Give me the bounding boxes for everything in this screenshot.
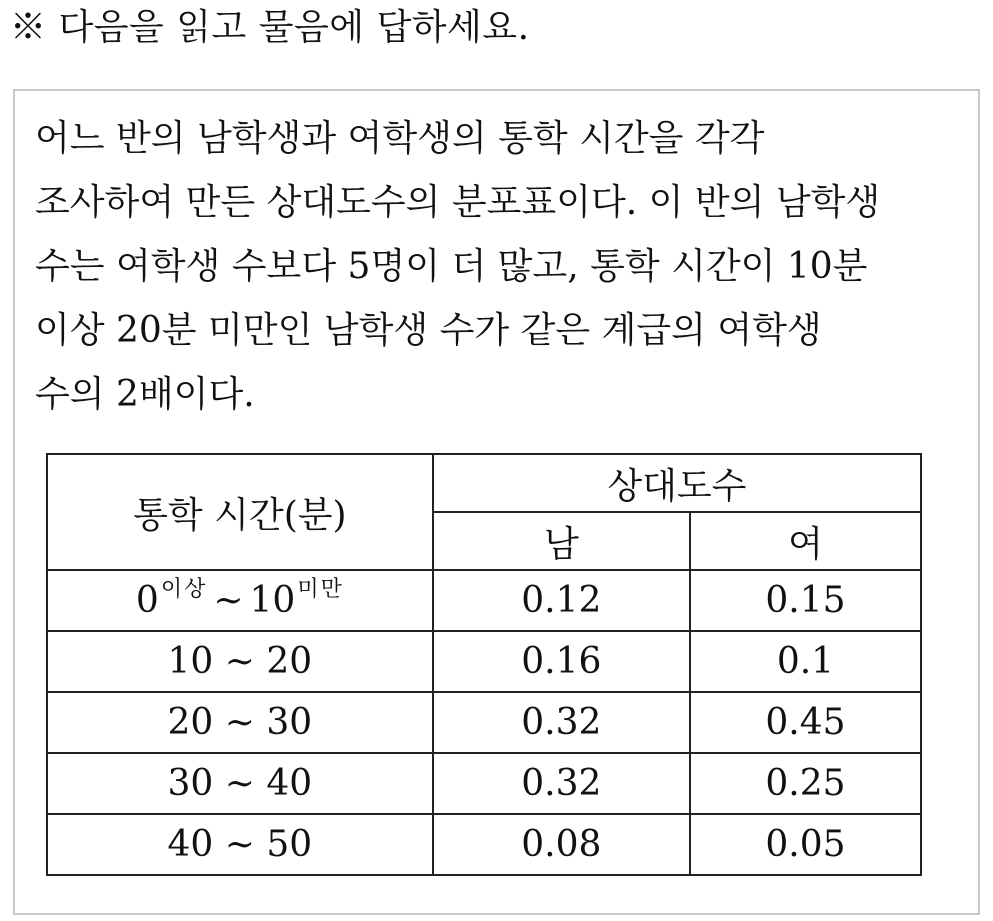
question-box	[13, 89, 980, 915]
female-frequency-cell: 0.15	[690, 570, 921, 631]
female-frequency-cell: 0.05	[690, 814, 921, 875]
table-row	[47, 570, 921, 631]
range-start: 0	[135, 580, 159, 621]
range-end: 10	[249, 580, 296, 621]
male-frequency-cell: 0.12	[433, 570, 690, 631]
passage-line: 조사하여 만든 상대도수의 분포표이다. 이 반의 남학생	[35, 182, 881, 223]
passage	[35, 107, 965, 427]
header-female: 여	[690, 512, 921, 570]
passage-line: 수의 2배이다.	[35, 374, 255, 415]
table-row	[47, 753, 921, 814]
header-male: 남	[433, 512, 690, 570]
time-range-cell	[47, 570, 433, 631]
header-relative-frequency: 상대도수	[433, 454, 921, 512]
instruction-text: ※ 다음을 읽고 물음에 답하세요.	[10, 7, 530, 48]
range-tilde: ∼	[213, 580, 244, 621]
time-range-cell: 30 ∼ 40	[47, 753, 433, 814]
table-row	[47, 814, 921, 875]
range-end-note: 미만	[297, 577, 344, 602]
time-range-cell: 20 ∼ 30	[47, 692, 433, 753]
male-frequency-cell: 0.08	[433, 814, 690, 875]
time-range-cell: 40 ∼ 50	[47, 814, 433, 875]
female-frequency-cell: 0.25	[690, 753, 921, 814]
header-commute-time: 통학 시간(분)	[47, 454, 433, 570]
table-row	[47, 631, 921, 692]
relative-frequency-table	[46, 453, 922, 876]
range-start-note: 이상	[160, 577, 208, 602]
passage-line: 이상 20분 미만인 남학생 수가 같은 계급의 여학생	[35, 310, 822, 351]
table-row	[47, 692, 921, 753]
passage-line: 수는 여학생 수보다 5명이 더 많고, 통학 시간이 10분	[35, 246, 868, 287]
passage-line: 어느 반의 남학생과 여학생의 통학 시간을 각각	[35, 118, 765, 159]
time-range-cell: 10 ∼ 20	[47, 631, 433, 692]
female-frequency-cell: 0.1	[690, 631, 921, 692]
female-frequency-cell: 0.45	[690, 692, 921, 753]
male-frequency-cell: 0.32	[433, 753, 690, 814]
male-frequency-cell: 0.32	[433, 692, 690, 753]
male-frequency-cell: 0.16	[433, 631, 690, 692]
